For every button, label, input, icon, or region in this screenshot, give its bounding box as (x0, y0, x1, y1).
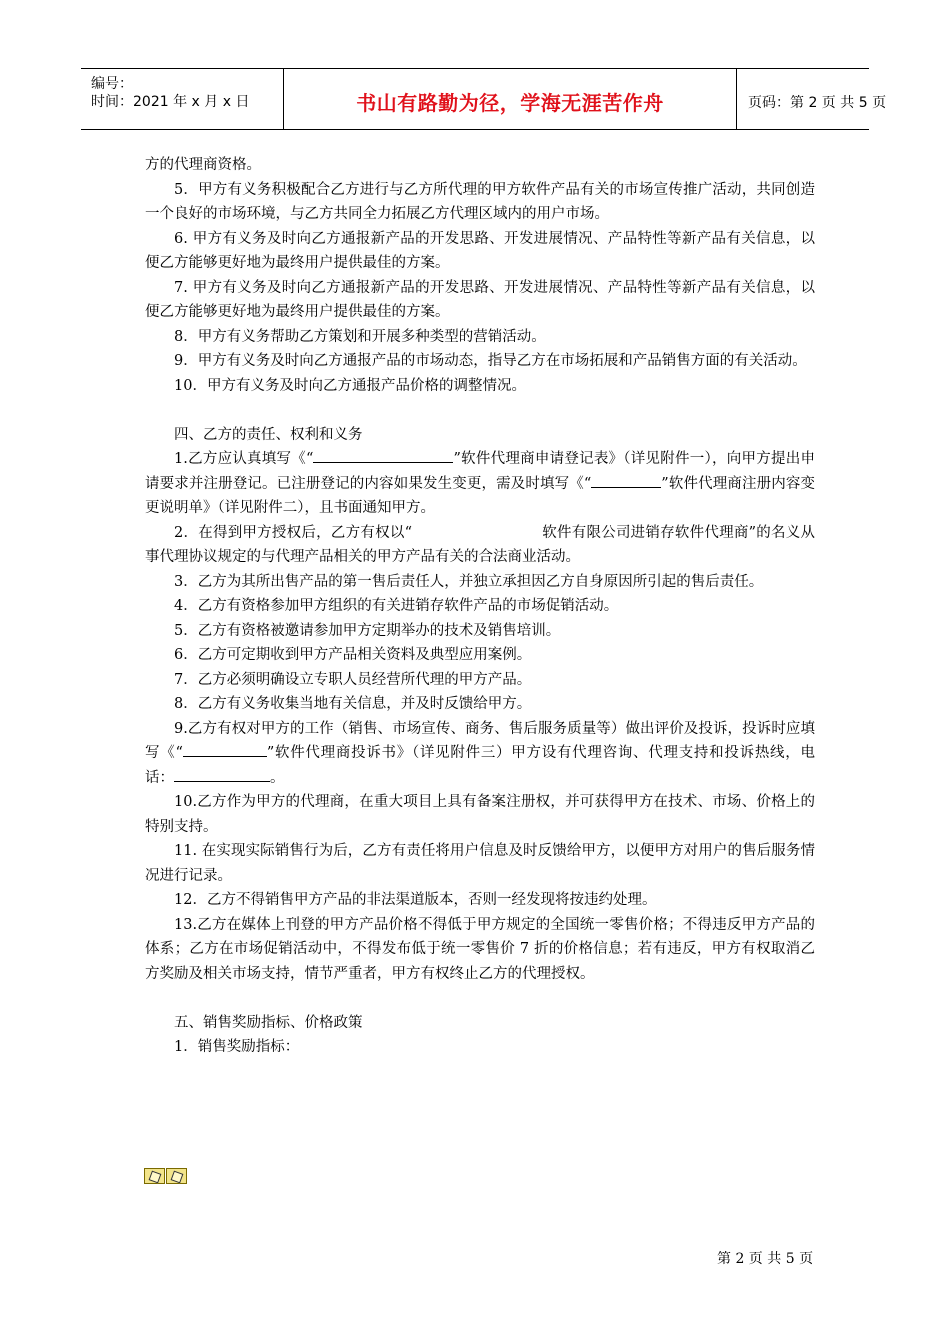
image-icon[interactable] (166, 1168, 187, 1184)
paragraph: 3．乙方为其所出售产品的第一售后责任人，并独立承担因乙方自身原因所引起的售后责任。 (174, 573, 764, 590)
page-header (81, 68, 887, 130)
paragraph: 7．乙方必须明确设立专职人员经营所代理的甲方产品。 (174, 671, 532, 688)
blank-underline (174, 766, 270, 782)
header-slogan: 书山有路勤为径，学海无涯苦作舟 (356, 91, 664, 115)
paragraph: 11. 在实现实际销售行为后，乙方有责任将用户信息及时反馈给甲方，以便甲方对用户的售后服务情况进行记录。 (145, 843, 815, 884)
footer-page-number: 第 2 页 共 5 页 (717, 1251, 814, 1267)
section-heading: 四、乙方的责任、权利和义务 (174, 426, 363, 443)
text-fragment: 9.乙方有权对甲方的工作（销售、市场宣传、商务、售后服务质量等）做出评价及投诉，投诉时应填写《“ (145, 720, 815, 761)
header-meta (81, 69, 283, 129)
paragraph: 10.乙方作为甲方的代理商，在重大项目上具有备案注册权，并可获得甲方在技术、市场、价格上的特别支持。 (145, 794, 815, 835)
text-fragment: 2．在得到甲方授权后，乙方有权以“ (174, 524, 412, 541)
paragraph (145, 447, 815, 521)
paragraph (145, 521, 815, 570)
document-number-label: 编号： (91, 76, 133, 92)
image-icon[interactable] (144, 1168, 165, 1184)
document-body (145, 153, 815, 1060)
header-page-number: 页码：第 2 页 共 5 页 (748, 95, 887, 111)
text-fragment: ”软件代理商投诉书》（详见附件三）甲方设有代理咨询、代理支持和投诉热线，电话： (145, 745, 815, 786)
blank-underline (313, 447, 453, 463)
embedded-images (144, 1168, 188, 1184)
paragraph: 5．甲方有义务积极配合乙方进行与乙方所代理的甲方软件产品有关的市场宣传推广活动，共同创造一个良好的市场环境，与乙方共同全力拓展乙方代理区域内的用户市场。 (145, 181, 815, 222)
section-heading: 五、销售奖励指标、价格政策 (174, 1014, 363, 1031)
header-page-cell (736, 69, 887, 129)
blank-underline (183, 741, 267, 757)
paragraph: 6. 甲方有义务及时向乙方通报新产品的开发思路、开发进展情况、产品特性等新产品有关信息，以便乙方能够更好地为最终用户提供最佳的方案。 (145, 230, 815, 271)
text-fragment: ”软件代理商申请登记表》（详见附件一），向甲方提出申请要求并注册登记。已注册登记的内容如果发生变更，需及时填写《“ (145, 451, 815, 492)
text-fragment: 软件有限公司进销存软件代理商”的名义从事代理协议规定的与代理产品相关的甲方产品有关的合法商业活动。 (145, 524, 815, 565)
paragraph: 8．甲方有义务帮助乙方策划和开展多种类型的营销活动。 (174, 328, 546, 345)
text-fragment: 。 (270, 769, 285, 786)
paragraph: 1．销售奖励指标： (174, 1039, 300, 1055)
blank-underline (591, 472, 661, 488)
paragraph: 9．甲方有义务及时向乙方通报产品的市场动态，指导乙方在市场拓展和产品销售方面的有关活动。 (174, 353, 807, 369)
paragraph: 10．甲方有义务及时向乙方通报产品价格的调整情况。 (174, 377, 526, 394)
paragraph: 12．乙方不得销售甲方产品的非法渠道版本，否则一经发现将按违约处理。 (174, 892, 657, 908)
text-fragment: 1.乙方应认真填写《“ (174, 451, 314, 467)
text-fragment: ”软件代理商注册内容变更说明单》（详见附件二），且书面通知甲方。 (145, 475, 815, 516)
paragraph: 7. 甲方有义务及时向乙方通报新产品的开发思路、开发进展情况、产品特性等新产品有关信息，以便乙方能够更好地为最终用户提供最佳的方案。 (145, 279, 815, 320)
paragraph: 方的代理商资格。 (145, 157, 261, 173)
paragraph: 8．乙方有义务收集当地有关信息，并及时反馈给甲方。 (174, 696, 532, 712)
paragraph: 13.乙方在媒体上刊登的甲方产品价格不得低于甲方规定的全国统一零售价格；不得违反甲方产品的体系；乙方在市场促销活动中，不得发布低于统一零售价 7 折的价格信息；若有违反，甲方有权取消乙方奖励及相关市场支持，情节严重者，甲方有权终止乙方的代理授权。 (145, 916, 815, 982)
paragraph: 5．乙方有资格被邀请参加甲方定期举办的技术及销售培训。 (174, 622, 561, 639)
paragraph (145, 717, 815, 791)
paragraph: 6．乙方可定期收到甲方产品相关资料及典型应用案例。 (174, 647, 532, 663)
paragraph: 4．乙方有资格参加甲方组织的有关进销存软件产品的市场促销活动。 (174, 598, 619, 614)
header-slogan-cell (283, 69, 737, 129)
document-date: 时间：2021 年 x 月 x 日 (91, 94, 250, 110)
